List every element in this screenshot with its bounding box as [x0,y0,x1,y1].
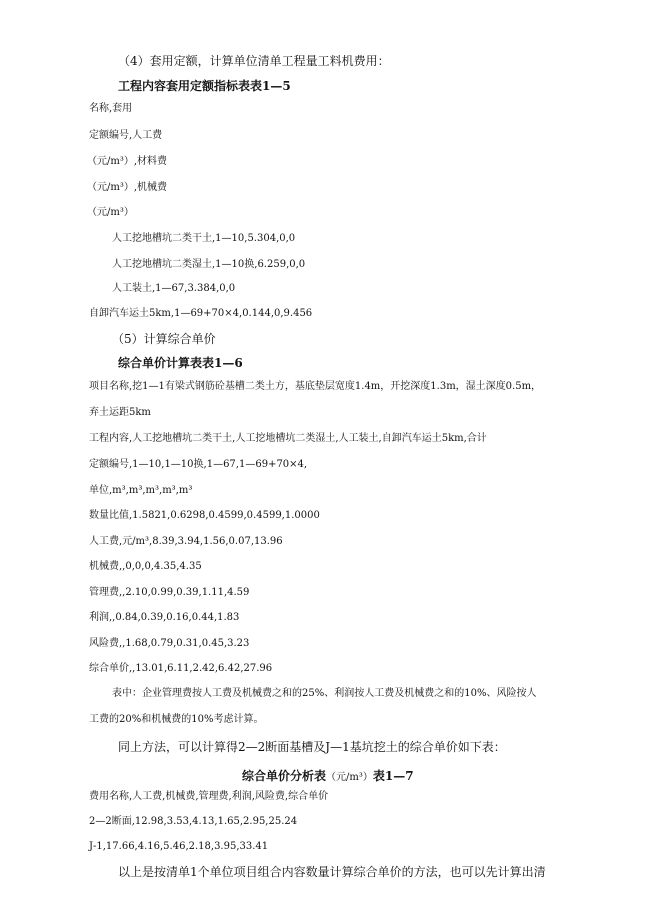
table-1-7-row: 费用名称,人工费,机械费,管理费,利润,风险费,综合单价 [89,791,329,802]
table-1-5-title: 工程内容套用定额指标表表1—5 [118,79,291,93]
table-1-5-row: 自卸汽车运土5km,1—69+70×4,0.144,0,9.456 [89,308,313,319]
table-1-7-row: J-1,17.66,4.16,5.46,2.18,3.95,33.41 [89,841,269,852]
table-1-7-title [242,767,414,783]
table-1-5-row: 定额编号,人工费 [89,130,163,141]
table-1-6-row: 数量比值,1.5821,0.6298,0.4599,0.4599,1.0000 [89,510,320,521]
table-note-line: 工费的20%和机械费的10%考虑计算。 [89,714,264,725]
table-1-5-row: （元/m³） [87,207,134,218]
table-1-6-title: 综合单价计算表表1—6 [118,356,243,370]
table-1-6-row: 风险费,,1.68,0.79,0.31,0.45,3.23 [89,638,250,649]
table-1-5-row: 名称,套用 [89,103,133,114]
method-paragraph: 同上方法，可以计算得2—2断面基槽及J—1基坑挖土的综合单价如下表： [118,740,506,754]
table-1-6-row: 人工费,元/m³,8.39,3.94,1.56,0.07,13.96 [89,536,283,547]
step-5-heading: （5）计算综合单价 [112,332,216,346]
table-1-5-row: （元/m³）,材料费 [87,156,168,167]
table-1-6-row: 综合单价,,13.01,6.11,2.42,6.42,27.96 [89,663,273,674]
closing-paragraph: 以上是按清单1个单位项目组合内容数量计算综合单价的方法，也可以先计算出清 [118,865,546,879]
table-1-6-row: 项目名称,挖1—1有梁式钢筋砼基槽二类土方，基底垫层宽度1.4m，开挖深度1.3m，湿土深度0.5m， [89,381,542,392]
table-1-7-row: 2—2断面,12.98,3.53,4.13,1.65,2.95,25.24 [89,816,298,827]
table-1-5-row: 人工装土,1—67,3.384,0,0 [112,283,236,294]
table-1-7-title-main: 综合单价分析表 [242,769,327,783]
table-1-7-title-unit: （元/m³） [326,772,373,783]
table-note-line: 表中：企业管理费按人工费及机械费之和的25%、利润按人工费及机械费之和的10%、风险按人 [112,688,537,699]
table-1-5-row: 人工挖地槽坑二类湿土,1—10换,6.259,0,0 [112,259,306,270]
table-1-6-row: 单位,m³,m³,m³,m³,m³ [89,485,193,496]
table-1-6-row: 弃土运距5km [89,407,151,418]
table-1-6-row: 定额编号,1—10,1—10换,1—67,1—69+70×4, [89,459,308,470]
table-1-6-row: 利润,,0.84,0.39,0.16,0.44,1.83 [89,612,240,623]
table-1-5-row: （元/m³）,机械费 [87,182,168,193]
table-1-7-title-number: 表1—7 [372,769,414,783]
step-4-heading: （4）套用定额，计算单位清单工程量工料机费用： [118,54,390,68]
table-1-6-row: 机械费,,0,0,0,4.35,4.35 [89,561,202,572]
table-1-6-row: 管理费,,2.10,0.99,0.39,1.11,4.59 [89,587,250,598]
table-1-6-row: 工程内容,人工挖地槽坑二类干土,人工挖地槽坑二类湿土,人工装土,自卸汽车运土5km,合计 [89,433,487,444]
table-1-5-row: 人工挖地槽坑二类干土,1—10,5.304,0,0 [112,233,296,244]
